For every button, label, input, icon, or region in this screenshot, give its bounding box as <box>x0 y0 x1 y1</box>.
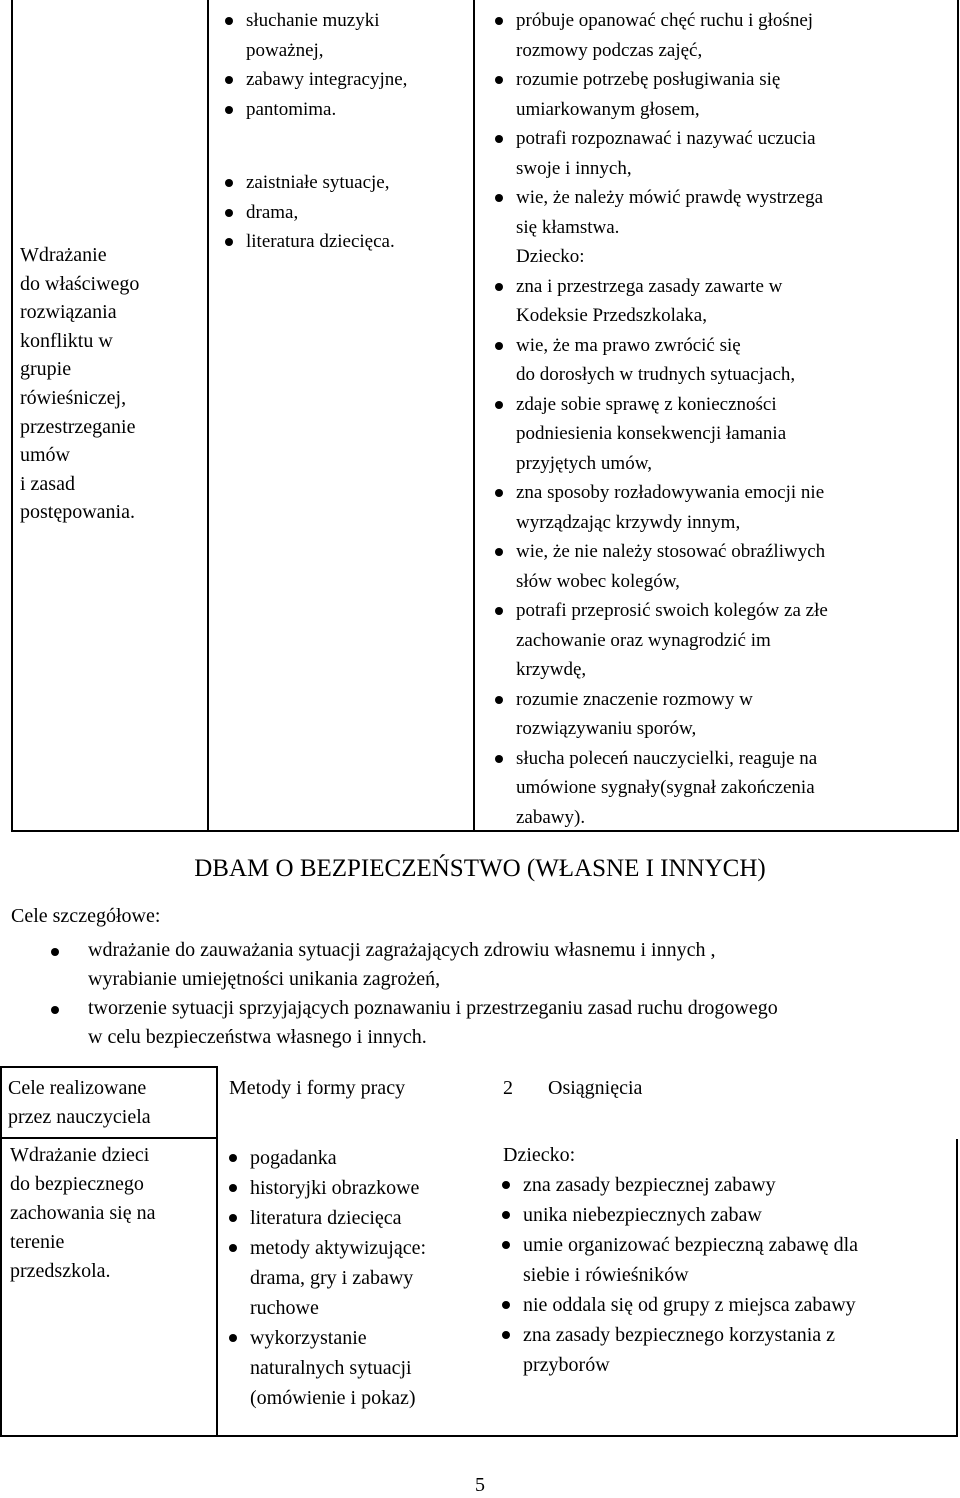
methods-list <box>223 1143 493 1413</box>
list-item: unika niebezpiecznych zabaw <box>496 1200 952 1230</box>
page-number: 5 <box>475 1474 485 1496</box>
table-border-bottom <box>0 1435 958 1437</box>
header-achievements: Osiągnięcia <box>548 1077 643 1099</box>
list-item: pogadanka <box>223 1143 493 1173</box>
list-item: literatura dziecięca. <box>219 227 471 257</box>
list-item: zaistniałe sytuacje, <box>219 168 471 198</box>
list-item: potrafi rozpoznawać i nazywać uczucia swoje i innych, <box>489 124 955 183</box>
achievements-list-bottom <box>489 272 955 833</box>
methods-list-bottom <box>219 168 471 257</box>
list-item: zna sposoby rozładowywania emocji nie wyrządzając krzywdy innym, <box>489 478 955 537</box>
list-item: metody aktywizujące: drama, gry i zabawy ruchowe <box>223 1233 493 1323</box>
list-item: próbuje opanować chęć ruchu i głośnej rozmowy podczas zajęć, <box>489 6 955 65</box>
header-methods: Metody i formy pracy <box>229 1077 406 1099</box>
list-item: historyjki obrazkowe <box>223 1173 493 1203</box>
cell-line: konfliktu w <box>20 329 113 352</box>
list-item: pantomima. <box>219 95 471 125</box>
goals-cell <box>20 241 206 527</box>
child-label: Dziecko: <box>503 1144 576 1166</box>
achievements-cell <box>496 1140 952 1380</box>
table-border-right <box>957 0 959 830</box>
methods-cell <box>219 6 471 257</box>
list-item: drama, <box>219 198 471 228</box>
list-item: słuchanie muzyki poważnej, <box>219 6 471 65</box>
list-item: nie oddala się od grupy z miejsca zabawy <box>496 1290 952 1320</box>
list-item: potrafi przeprosić swoich kolegów za złe zachowanie oraz wynagrodzić im krzywdę, <box>489 596 955 685</box>
section-title: DBAM O BEZPIECZEŃSTWO (WŁASNE I INNYCH) <box>194 855 766 882</box>
table-border-left <box>11 0 13 830</box>
list-item: wie, że nie należy stosować obraźliwych słów wobec kolegów, <box>489 537 955 596</box>
table-border-right <box>956 1139 958 1437</box>
header-goals: Cele realizowane przez nauczyciela <box>8 1077 151 1128</box>
table-border-col3 <box>473 0 475 830</box>
cell-line: rówieśniczej, <box>20 386 127 409</box>
goals-cell: Wdrażanie dzieci do bezpiecznego zachowania się na terenie przedszkola. <box>10 1144 156 1282</box>
list-item: słucha poleceń nauczycielki, reaguje na umówione sygnały(sygnał zakończenia zabawy). <box>489 744 955 833</box>
cell-line: do właściwego <box>20 272 140 295</box>
goals-list <box>60 936 950 1052</box>
achievements-list-top <box>489 6 955 242</box>
list-item: wie, że należy mówić prawdę wystrzega się kłamstwa. <box>489 183 955 242</box>
table-border-col2 <box>216 1066 218 1437</box>
list-item: zdaje sobie sprawę z konieczności podniesienia konsekwencji łamania przyjętych umów, <box>489 390 955 479</box>
cell-line: postępowania. <box>20 501 135 524</box>
cell-line: przestrzeganie <box>20 415 136 438</box>
goals-heading: Cele szczegółowe: <box>11 905 161 927</box>
list-item: wdrażanie do zauważania sytuacji zagrażających zdrowiu własnemu i innych , wyrabianie umiejętności unikania zagrożeń, <box>60 936 950 994</box>
list-item: zna i przestrzega zasady zawarte w Kodeksie Przedszkolaka, <box>489 272 955 331</box>
cell-line: umów <box>20 444 70 467</box>
header-number: 2 <box>503 1077 513 1099</box>
table-safety <box>0 1066 958 1436</box>
methods-list-top <box>219 6 471 124</box>
child-label: Dziecko: <box>516 246 585 267</box>
cell-line: i zasad <box>20 472 75 495</box>
list-item: zna zasady bezpiecznej zabawy <box>496 1170 952 1200</box>
table-border-top <box>0 1066 218 1068</box>
achievements-cell <box>489 6 955 832</box>
table-border-col2 <box>207 0 209 830</box>
achievements-list <box>496 1170 952 1380</box>
list-item: wykorzystanie naturalnych sytuacji (omówienie i pokaz) <box>223 1323 493 1413</box>
list-item: umie organizować bezpieczną zabawę dla siebie i rówieśników <box>496 1230 952 1290</box>
list-item: wie, że ma prawo zwrócić się do dorosłych w trudnych sytuacjach, <box>489 331 955 390</box>
table-border-left <box>0 1066 2 1437</box>
list-item: literatura dziecięca <box>223 1203 493 1233</box>
list-item: tworzenie sytuacji sprzyjających poznawaniu i przestrzeganiu zasad ruchu drogowego w celu bezpieczeństwa własnego i innych. <box>60 994 950 1052</box>
list-item: zabawy integracyjne, <box>219 65 471 95</box>
cell-line: grupie <box>20 358 72 381</box>
cell-line: Wdrażanie <box>20 244 107 266</box>
table-conflict-resolution <box>11 0 959 832</box>
cell-line: rozwiązania <box>20 301 117 324</box>
list-item: rozumie znaczenie rozmowy w rozwiązywaniu sporów, <box>489 685 955 744</box>
list-item: rozumie potrzebę posługiwania się umiarkowanym głosem, <box>489 65 955 124</box>
list-item: zna zasady bezpiecznego korzystania z przyborów <box>496 1320 952 1380</box>
table-border-header <box>0 1137 218 1139</box>
